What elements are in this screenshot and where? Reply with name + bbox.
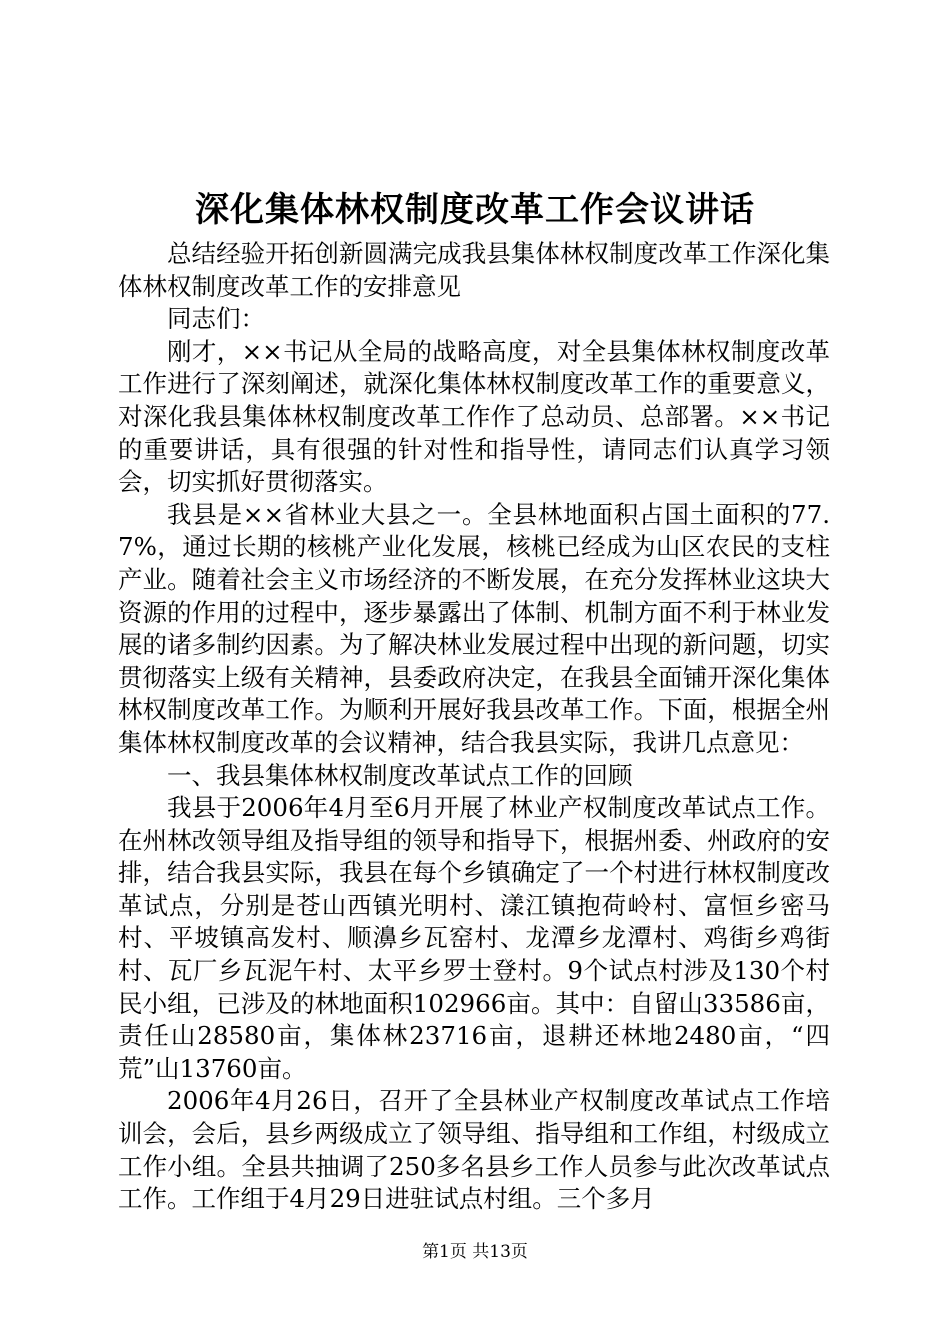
- document-title: 深化集体林权制度改革工作会议讲话: [195, 190, 755, 230]
- page-number-footer: 第1页 共13页: [422, 1242, 528, 1262]
- paragraph-pilot-work: 我县于2006年4月至6月开展了林业产权制度改革试点工作。在州林改领导组及指导组的领导和指导下，根据州委、州政府的安排，结合我县实际，我县在每个乡镇确定了一个村进行林权制度改革试点，分别是苍山西镇光明村、漾江镇抱荷岭村、富恒乡密马村、平坡镇高发村、顺濞乡瓦窑村、龙潭乡龙潭村、鸡街乡鸡街村、瓦厂乡瓦泥午村、太平乡罗士登村。9个试点村涉及130个村民小组，已涉及的林地面积102966亩。其中：自留山33586亩，责任山28580亩，集体林23716亩，退耕还林地2480亩，“四荒”山13760亩。: [118, 793, 830, 1083]
- paragraph-county-overview: 我县是××省林业大县之一。全县林地面积占国土面积的77.7%，通过长期的核桃产业化发展，核桃已经成为山区农民的支柱产业。随着社会主义市场经济的不断发展，在充分发挥林业这块大资源的作用的过程中，逐步暴露出了体制、机制方面不利于林业发展的诸多制约因素。为了解决林业发展过程中出现的新问题，切实贯彻落实上级有关精神，县委政府决定，在我县全面铺开深化集体林权制度改革工作。为顺利开展好我县改革工作。下面，根据全州集体林权制度改革的会议精神，结合我县实际，我讲几点意见：: [118, 499, 830, 757]
- paragraph-summary: 总结经验开拓创新圆满完成我县集体林权制度改革工作深化集体林权制度改革工作的安排意见: [118, 239, 830, 301]
- document-body: [118, 238, 830, 1216]
- paragraph-salutation: 同志们：: [167, 304, 265, 334]
- paragraph-intro: 刚才，××书记从全局的战略高度，对全县集体林权制度改革工作进行了深刻阐述，就深化集体林权制度改革工作的重要意义，对深化我县集体林权制度改革工作作了总动员、总部署。××书记的重要讲话，具有很强的针对性和指导性，请同志们认真学习领会，切实抓好贯彻落实。: [118, 336, 830, 497]
- section-heading-1: 一、我县集体林权制度改革试点工作的回顾: [167, 760, 633, 790]
- paragraph-training: 2006年4月26日，召开了全县林业产权制度改革试点工作培训会，会后，县乡两级成立了领导组、指导组和工作组，村级成立工作小组。全县共抽调了250多名县乡工作人员参与此次改革试点工作。工作组于4月29日进驻试点村组。三个多月: [118, 1086, 830, 1214]
